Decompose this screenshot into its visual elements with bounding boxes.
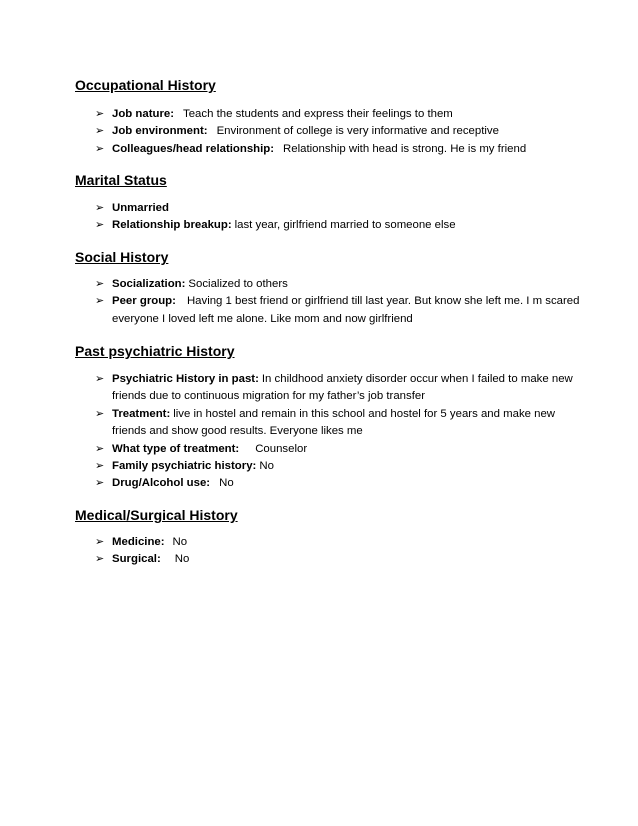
item-label: Medicine: xyxy=(112,536,165,548)
list-item xyxy=(95,458,585,475)
arrow-bullet-icon: ➢ xyxy=(95,536,105,548)
section-marital-status xyxy=(75,171,575,232)
arrow-bullet-icon: ➢ xyxy=(95,442,105,455)
arrow-bullet-icon: ➢ xyxy=(95,407,105,420)
item-text: Counselor xyxy=(255,442,308,455)
arrow-bullet-icon: ➢ xyxy=(95,373,105,385)
list-item xyxy=(95,406,585,441)
section-heading: Past psychiatric History xyxy=(75,343,235,359)
item-label: Peer group: xyxy=(112,295,176,308)
list-item xyxy=(95,217,585,234)
item-text: Teach the students and express their feelings to them xyxy=(183,108,453,120)
item-label: Treatment: xyxy=(112,407,171,420)
item-text: live in hostel and remain in this school and hostel for 5 years and make new friends and show good results. Everyone likes me xyxy=(112,407,556,438)
list-item xyxy=(95,106,585,123)
item-label: What type of treatment: xyxy=(112,442,240,455)
section-past-psychiatric-history xyxy=(75,342,575,490)
item-text: Relationship with head is strong. He is my friend xyxy=(283,142,527,155)
list-item xyxy=(95,534,585,551)
item-label: Family psychiatric history: xyxy=(112,460,257,473)
item-label: Surgical: xyxy=(112,553,161,566)
arrow-bullet-icon: ➢ xyxy=(95,295,105,308)
item-label: Psychiatric History in past: xyxy=(112,373,259,385)
section-heading: Occupational History xyxy=(75,77,216,93)
item-label: Job environment: xyxy=(112,125,208,138)
item-text: Socialized to others xyxy=(188,278,288,290)
list-item xyxy=(95,141,585,158)
list-item xyxy=(95,551,585,568)
section-social-history xyxy=(75,248,580,325)
item-text: Environment of college is very informative and receptive xyxy=(216,125,499,138)
item-label: Job nature: xyxy=(112,108,175,120)
list-item xyxy=(95,123,585,140)
item-label: Drug/Alcohol use: xyxy=(112,477,211,490)
arrow-bullet-icon: ➢ xyxy=(95,477,105,490)
arrow-bullet-icon: ➢ xyxy=(95,202,105,214)
list-item xyxy=(95,475,585,492)
arrow-bullet-icon: ➢ xyxy=(95,460,105,473)
item-list xyxy=(95,371,585,493)
section-heading: Marital Status xyxy=(75,172,167,188)
item-label: Relationship breakup: xyxy=(112,219,232,232)
list-item xyxy=(95,371,585,406)
list-item xyxy=(95,293,585,328)
item-text: No xyxy=(219,477,234,490)
item-list xyxy=(95,106,585,158)
list-item xyxy=(95,276,585,293)
arrow-bullet-icon: ➢ xyxy=(95,142,105,155)
section-heading: Social History xyxy=(75,249,169,265)
item-text: No xyxy=(172,536,188,548)
item-text: In childhood anxiety disorder occur when I failed to make new friends due to continuous migration for my father’s job transfer xyxy=(112,373,573,403)
arrow-bullet-icon: ➢ xyxy=(95,553,105,566)
item-text: Having 1 best friend or girlfriend till last year. But know she left me. I m scared everyone I loved left me alone. Like mom and now girlfriend xyxy=(112,295,580,325)
item-list xyxy=(95,200,585,235)
arrow-bullet-icon: ➢ xyxy=(95,219,105,232)
section-medical-surgical-history xyxy=(75,506,575,566)
item-label: Socialization: xyxy=(112,278,186,290)
item-label: Colleagues/head relationship: xyxy=(112,142,275,155)
list-item xyxy=(95,200,585,217)
item-text: No xyxy=(259,460,274,473)
section-occupational-history xyxy=(75,76,575,155)
item-list xyxy=(95,276,585,328)
item-text: last year, girlfriend married to someone else xyxy=(234,219,456,232)
list-item xyxy=(95,441,585,458)
arrow-bullet-icon: ➢ xyxy=(95,125,105,138)
arrow-bullet-icon: ➢ xyxy=(95,108,105,120)
section-heading: Medical/Surgical History xyxy=(75,507,238,523)
item-text: No xyxy=(174,553,190,566)
item-label: Unmarried xyxy=(112,202,169,214)
arrow-bullet-icon: ➢ xyxy=(95,278,105,290)
item-list xyxy=(95,534,585,569)
